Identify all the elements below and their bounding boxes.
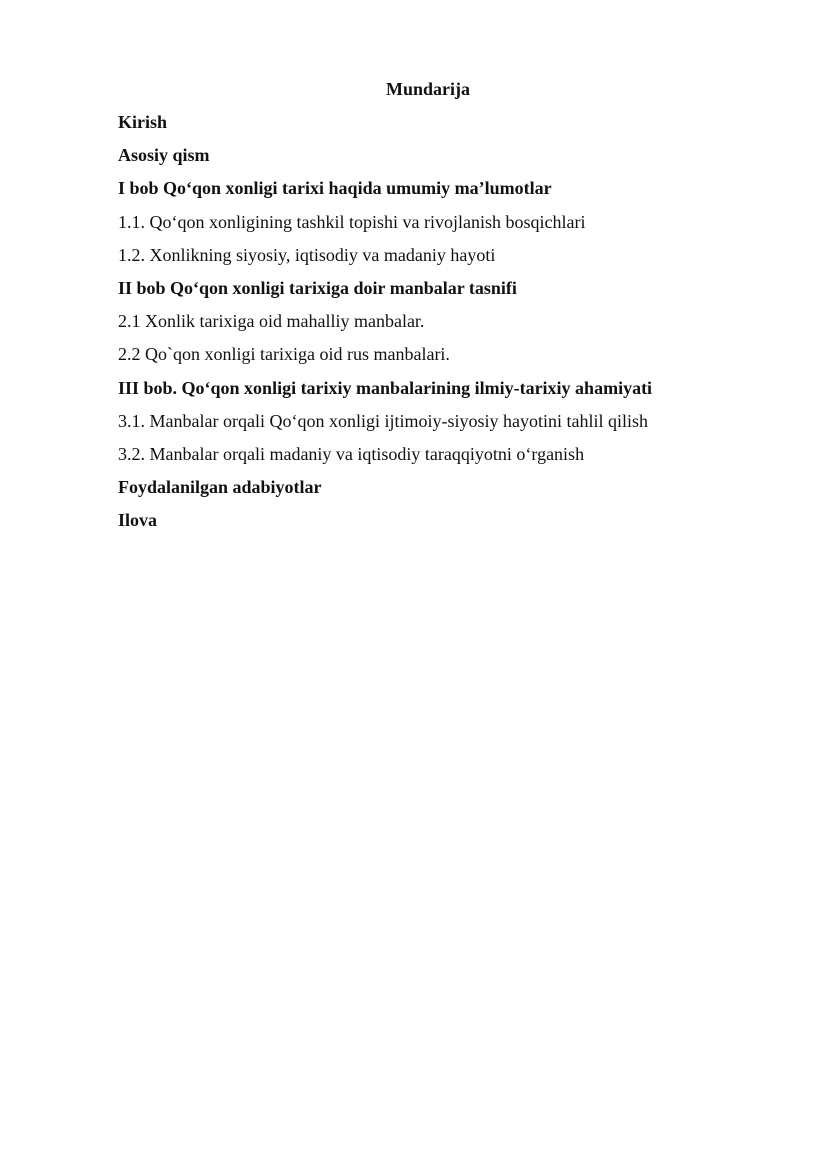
- toc-entry: Ilova: [118, 510, 158, 531]
- toc-entry: 2.1 Xonlik tarixiga oid mahalliy manbalar.: [118, 311, 425, 332]
- toc-entry: 2.2 Qo`qon xonligi tarixiga oid rus manbalari.: [118, 344, 450, 365]
- toc-entry: III bob. Qo‘qon xonligi tarixiy manbalarining ilmiy-tarixiy ahamiyati: [118, 377, 653, 398]
- toc-entry: Kirish: [118, 112, 168, 132]
- toc-entry: 1.1. Qo‘qon xonligining tashkil topishi va rivojlanish bosqichlari: [118, 211, 586, 232]
- toc-entry: Asosiy qism: [118, 145, 210, 166]
- toc-entry: 3.1. Manbalar orqali Qo‘qon xonligi ijtimoiy-siyosiy hayotini tahlil qilish: [118, 410, 648, 431]
- toc-entry: II bob Qo‘qon xonligi tarixiga doir manbalar tasnifi: [118, 277, 517, 298]
- toc-entry: 3.2. Manbalar orqali madaniy va iqtisodiy taraqqiyotni o‘rganish: [118, 443, 585, 464]
- toc-entry: Foydalanilgan adabiyotlar: [118, 477, 322, 498]
- table-of-contents: [118, 111, 798, 542]
- toc-entry: I bob Qo‘qon xonligi tarixi haqida umumiy ma’lumotlar: [118, 178, 552, 199]
- toc-title: Mundarija: [385, 79, 470, 99]
- toc-entry: 1.2. Xonlikning siyosiy, iqtisodiy va madaniy hayoti: [118, 244, 496, 265]
